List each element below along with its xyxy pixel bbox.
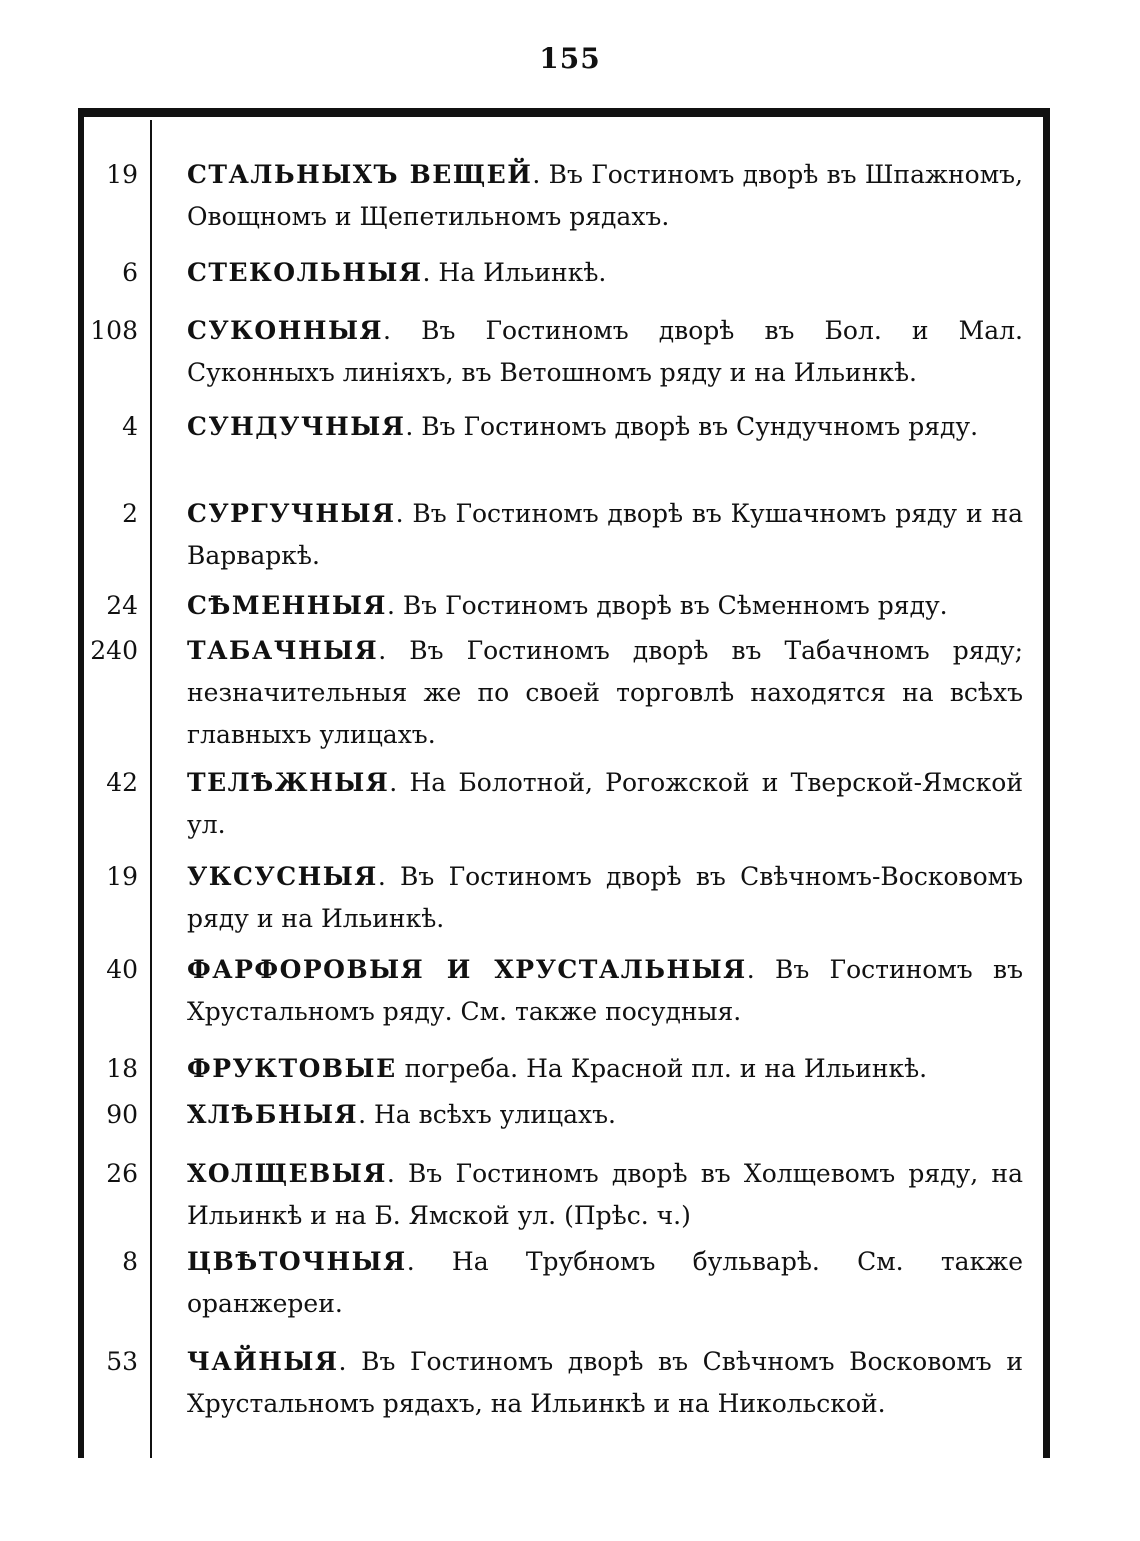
entry-text xyxy=(187,585,1023,627)
entry-count: 19 xyxy=(106,862,138,891)
entry-text xyxy=(187,1341,1023,1425)
entry-description: . Въ Гостиномъ дворѣ въ Холщевомъ ряду, на Ильинкѣ и на Б. Ямской ул. (Прѣс. ч.) xyxy=(187,1159,1023,1230)
entry-description: . Въ Гостиномъ дворѣ въ Бол. и Мал. Суконныхъ линіяхъ, въ Ветошномъ ряду и на Ильинкѣ. xyxy=(187,316,1023,387)
entry-description: . Въ Гостиномъ дворѣ въ Свѣчномъ Восковомъ и Хрустальномъ рядахъ, на Ильинкѣ и на Никольской. xyxy=(187,1347,1023,1418)
entry-count: 108 xyxy=(90,316,138,345)
entry-count: 2 xyxy=(122,499,138,528)
entry-term: ЦВѢТОЧНЫЯ xyxy=(187,1247,407,1276)
entry-count: 24 xyxy=(106,591,138,620)
entry-count: 6 xyxy=(122,258,138,287)
entry-count: 26 xyxy=(106,1159,138,1188)
entry-description: . Въ Гостиномъ дворѣ въ Сѣменномъ ряду. xyxy=(386,591,948,620)
entry-description: . На Ильинкѣ. xyxy=(422,258,607,287)
entry-count: 19 xyxy=(106,160,138,189)
entry-description: . Въ Гостиномъ дворѣ въ Свѣчномъ-Восковомъ ряду и на Ильинкѣ. xyxy=(187,862,1023,933)
entry-text xyxy=(187,1048,1023,1090)
entry-count: 53 xyxy=(106,1347,138,1376)
column-divider xyxy=(150,120,152,1458)
entry-text xyxy=(187,762,1023,846)
entry-term: ЧАЙНЫЯ xyxy=(187,1347,339,1376)
entry-text xyxy=(187,856,1023,940)
entry-text xyxy=(187,252,1023,294)
entry-count: 4 xyxy=(122,412,138,441)
entry-text xyxy=(187,949,1023,1033)
entry-description: . Въ Гостиномъ въ Хрустальномъ ряду. См. также посудныя. xyxy=(187,955,1023,1026)
entry-term: СУКОННЫЯ xyxy=(187,316,384,345)
entry-term: СѢМЕННЫЯ xyxy=(187,591,387,620)
entry-description: . Въ Гостиномъ дворѣ въ Табачномъ ряду; незначительныя же по своей торговлѣ находятся на всѣхъ главныхъ улицахъ. xyxy=(187,636,1023,749)
entry-description: . На Болотной, Рогожской и Тверской-Ямской ул. xyxy=(187,768,1023,839)
entry-term: СУНДУЧНЫЯ xyxy=(187,412,406,441)
entry-description: . Въ Гостиномъ дворѣ въ Кушачномъ ряду и на Варваркѣ. xyxy=(187,499,1023,570)
entry-term: ФРУКТОВЫЕ xyxy=(187,1054,397,1083)
entry-description: погреба. На Красной пл. и на Ильинкѣ. xyxy=(396,1054,928,1083)
entry-text xyxy=(187,1241,1023,1325)
entry-count: 40 xyxy=(106,955,138,984)
entry-text xyxy=(187,1153,1023,1237)
entry-term: ФАРФОРОВЫЯ И ХРУСТАЛЬНЫЯ xyxy=(187,955,747,984)
entry-count: 8 xyxy=(122,1247,138,1276)
entry-description: . Въ Гостиномъ дворѣ въ Шпажномъ, Овощномъ и Щепетильномъ рядахъ. xyxy=(187,160,1023,231)
entry-text xyxy=(187,310,1023,394)
entry-text xyxy=(187,493,1023,577)
entry-count: 240 xyxy=(90,636,138,665)
entry-count: 18 xyxy=(106,1054,138,1083)
entry-term: ХОЛЩЕВЫЯ xyxy=(187,1159,387,1188)
page-number: 155 xyxy=(539,42,601,75)
entry-count: 42 xyxy=(106,768,138,797)
entry-term: СУРГУЧНЫЯ xyxy=(187,499,396,528)
entry-term: УКСУСНЫЯ xyxy=(187,862,378,891)
entry-count: 90 xyxy=(106,1100,138,1129)
entry-description: . На всѣхъ улицахъ. xyxy=(358,1100,616,1129)
entry-term: СТЕКОЛЬНЫЯ xyxy=(187,258,423,287)
entry-text xyxy=(187,406,1023,448)
entry-text xyxy=(187,154,1023,238)
entry-description: . Въ Гостиномъ дворѣ въ Сундучномъ ряду. xyxy=(405,412,979,441)
entry-text xyxy=(187,630,1023,756)
entry-text xyxy=(187,1094,1023,1136)
entry-description: . На Трубномъ бульварѣ. См. также оранжереи. xyxy=(187,1247,1023,1318)
entry-term: ТЕЛѢЖНЫЯ xyxy=(187,768,390,797)
entry-term: СТАЛЬНЫХЪ ВЕЩЕЙ xyxy=(187,160,533,189)
entry-term: ХЛѢБНЫЯ xyxy=(187,1100,359,1129)
entry-term: ТАБАЧНЫЯ xyxy=(187,636,379,665)
